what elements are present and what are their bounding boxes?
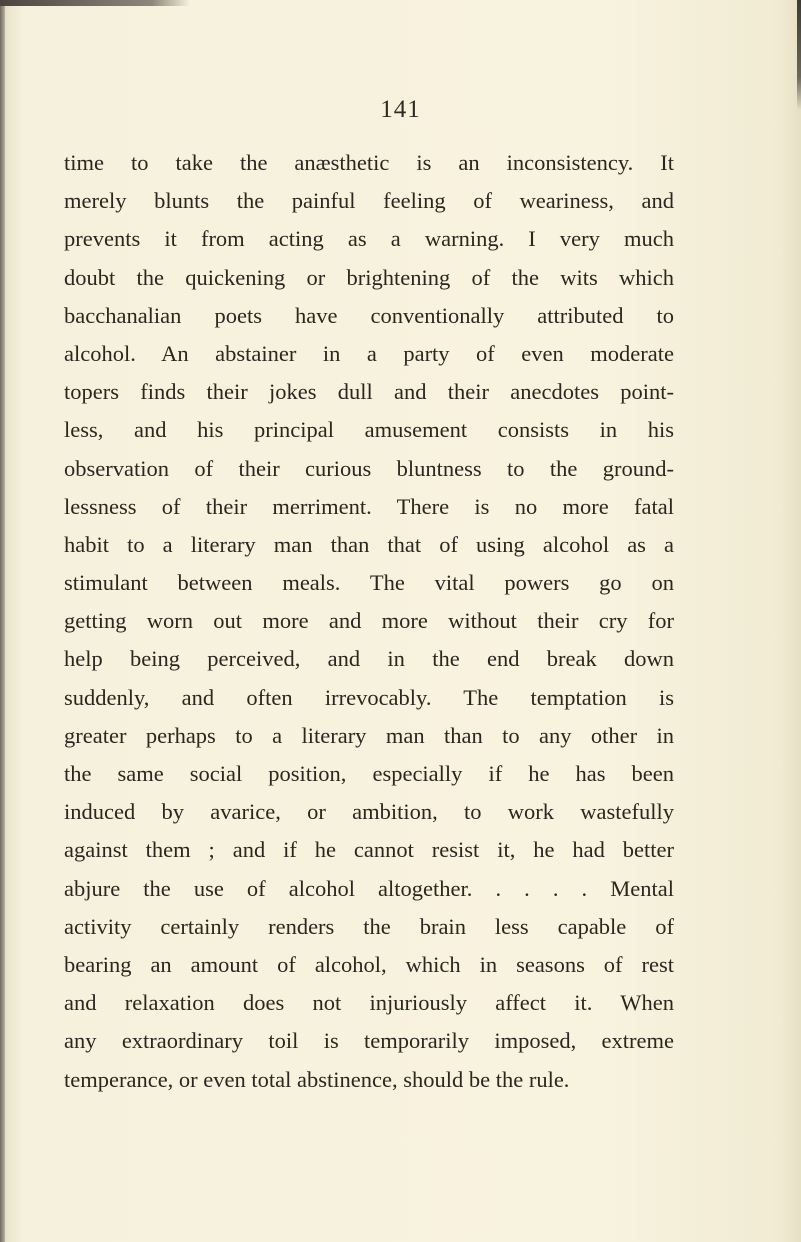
text-line: bacchanalian poets have conventionally attributed to <box>64 302 674 328</box>
text-line: suddenly, and often irrevocably. The temptation is <box>64 684 674 710</box>
text-line: alcohol. An abstainer in a party of even moderate <box>64 340 674 366</box>
text-line: doubt the quickening or brightening of the wits which <box>64 264 674 290</box>
text-line: prevents it from acting as a warning. I very much <box>64 226 674 252</box>
page-right-edge <box>797 0 801 110</box>
text-line: time to take the anæsthetic is an inconsistency. It <box>64 150 674 175</box>
page-number: 141 <box>380 96 421 123</box>
text-line: induced by avarice, or ambition, to work wastefully <box>64 799 674 825</box>
text-line: help being perceived, and in the end break down <box>64 646 674 672</box>
text-line: getting worn out more and more without their cry for <box>64 608 674 634</box>
text-line: merely blunts the painful feeling of weariness, and <box>64 188 674 214</box>
text-line: observation of their curious bluntness to the ground- <box>64 455 674 481</box>
page-top-shadow <box>0 0 190 6</box>
text-line: the same social position, especially if he has been <box>64 761 674 786</box>
text-line: against them ; and if he cannot resist it, he had better <box>64 837 674 863</box>
text-line: any extraordinary toil is temporarily imposed, extreme <box>64 1028 674 1054</box>
text-line: stimulant between meals. The vital powers go on <box>64 570 674 596</box>
text-line: topers finds their jokes dull and their anecdotes point- <box>64 379 674 405</box>
text-line: lessness of their merriment. There is no more fatal <box>64 493 674 519</box>
text-line: activity certainly renders the brain less capable of <box>64 913 674 939</box>
text-line: abjure the use of alcohol altogether. . . . . Mental <box>64 875 674 901</box>
text-line: habit to a literary man than that of using alcohol as a <box>64 531 674 557</box>
text-line: temperance, or even total abstinence, should be the rule. <box>64 1066 570 1092</box>
body-text <box>64 144 674 1099</box>
page-left-edge <box>0 0 5 1242</box>
text-line: bearing an amount of alcohol, which in seasons of rest <box>64 951 674 977</box>
text-line: and relaxation does not injuriously affect it. When <box>64 990 674 1016</box>
text-line: greater perhaps to a literary man than to any other in <box>64 722 674 748</box>
text-line: less, and his principal amusement consists in his <box>64 417 674 443</box>
